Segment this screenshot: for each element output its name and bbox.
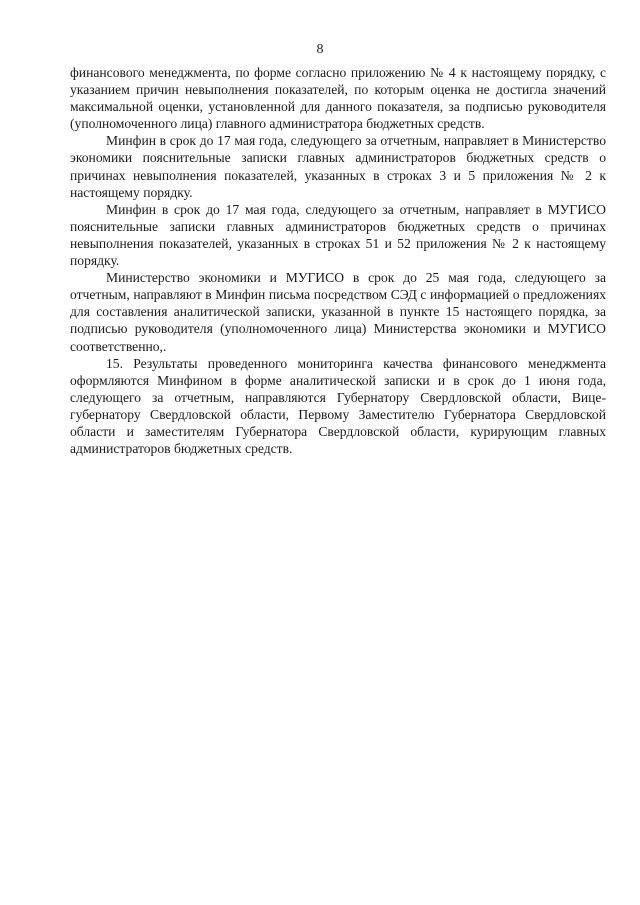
paragraph-continuation: финансового менеджмента, по форме согласно приложению № 4 к настоящему порядку, с указанием причин невыполнения показателей, по которым оценка не достигла значений максимальной оценки, установленной для данного показателя, за подписью руководителя (уполномоченного лица) главного администратора бюджетных средств. xyxy=(70,65,606,132)
document-body xyxy=(70,64,606,457)
paragraph-ministry-mugiso-letters: Министерство экономики и МУГИСО в срок до 25 мая года, следующего за отчетным, направляют в Минфин письма посредством СЭД с информацией о предложениях для составления аналитической записки, указанной в пункте 15 настоящего порядка, за подписью руководителя (уполномоченного лица) Министерства экономики и МУГИСО соответственно,. xyxy=(70,270,606,354)
page-number: 8 xyxy=(316,42,324,57)
paragraph-minfin-mugiso: Минфин в срок до 17 мая года, следующего за отчетным, направляет в МУГИСО пояснительные записки главных администраторов бюджетных средств о причинах невыполнения показателей, указанных в строках 51 и 52 приложения № 2 к настоящему порядку. xyxy=(70,201,606,269)
paragraph-minfin-ministry-economics: Минфин в срок до 17 мая года, следующего за отчетным, направляет в Министерство экономики пояснительные записки главных администраторов бюджетных средств о причинах невыполнения показателей, указанных в строках 3 и 5 приложения № 2 к настоящему порядку. xyxy=(70,133,606,200)
paragraph-clause-15: 15. Результаты проведенного мониторинга качества финансового менеджмента оформляются Минфином в форме аналитической записки и в срок до 1 июня года, следующего за отчетным, направляются Губернатору Свердловской области, Вице-губернатору Свердловской области, Первому Заместителю Губернатора Свердловской области и заместителям Губернатора Свердловской области, курирующим главных администраторов бюджетных средств. xyxy=(70,355,606,457)
